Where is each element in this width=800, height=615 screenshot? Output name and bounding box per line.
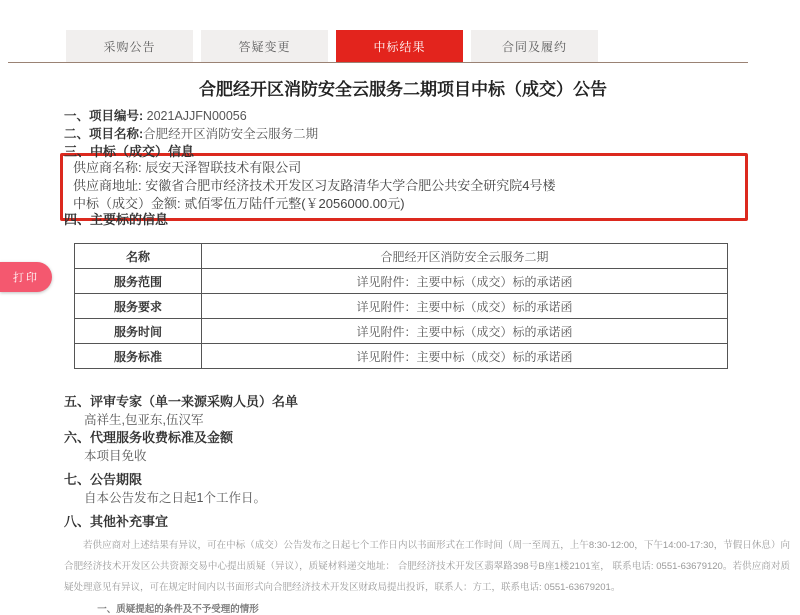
announcement-period-heading: 七、公告期限 — [64, 472, 143, 487]
main-subject-heading: 四、主要标的信息 — [64, 212, 169, 227]
experts-heading: 五、评审专家（单一来源采购人员）名单 — [64, 394, 299, 409]
announcement-content — [64, 78, 790, 615]
supplier-address-line: 供应商地址: 安徽省合肥市经济技术开发区习友路清华大学合肥公共安全研究院4号楼 — [73, 178, 556, 193]
agency-fee-value: 本项目免收 — [84, 449, 147, 463]
table-row — [75, 344, 728, 369]
project-number-label: 一、项目编号: — [64, 109, 144, 123]
supplier-name-line: 供应商名称: 辰安天泽智联技术有限公司 — [73, 160, 302, 175]
experts-value: 高祥生,包亚东,伍汉军 — [84, 413, 204, 427]
project-name-line — [64, 125, 742, 143]
objection-conditions-subline: 一、质疑提起的条件及不予受理的情形 — [97, 604, 259, 615]
tab-qa-changes[interactable]: 答疑变更 — [201, 30, 328, 62]
table-row-label: 名称 — [75, 244, 202, 269]
page-title: 合肥经开区消防安全云服务二期项目中标（成交）公告 — [199, 80, 607, 99]
table-row — [75, 294, 728, 319]
table-row — [75, 269, 728, 294]
tab-bid-results[interactable]: 中标结果 — [336, 30, 463, 62]
table-row-label: 服务要求 — [75, 294, 202, 319]
other-matters-heading: 八、其他补充事宜 — [64, 514, 169, 529]
award-info-heading: 三、中标（成交）信息 — [64, 144, 195, 159]
tab-bar — [66, 30, 598, 62]
table-row-label: 服务标准 — [75, 344, 202, 369]
table-row — [75, 244, 728, 269]
tab-underline-divider — [8, 62, 748, 63]
tab-contract-performance[interactable]: 合同及履约 — [471, 30, 598, 62]
table-row-value: 详见附件：主要中标（成交）标的承诺函 — [202, 294, 728, 319]
table-row-value: 详见附件：主要中标（成交）标的承诺函 — [202, 344, 728, 369]
table-row-label: 服务时间 — [75, 319, 202, 344]
subject-info-table — [74, 243, 728, 369]
print-button[interactable]: 打印 — [0, 262, 52, 292]
project-number-value: 2021AJJFN00056 — [143, 109, 247, 123]
award-amount-line: 中标（成交）金额: 贰佰零伍万陆仟元整(￥2056000.00元) — [73, 196, 405, 211]
other-matters-paragraph: 若供应商对上述结果有异议，可在中标（成交）公告发布之日起七个工作日内以书面形式在工作时间（周一至周五，上午8:30-12:00，下午14:00-17:30，节假日休息）向合肥经济技术开发区公共资源交易中心提出质疑（异议），质疑材料递交地址： 合肥经济技术开发区翡翠路398号B座1楼2101室， 联系电话: 0551-63679120。若供应商对质疑处理意见有异议，可在规定时间内以书面形式向合肥经济技术开发区财政局提出投诉，联系人：方工，联系电话: 0551-63679201。 — [64, 540, 790, 593]
tab-procurement-announcement[interactable]: 采购公告 — [66, 30, 193, 62]
project-name-value: 合肥经开区消防安全云服务二期 — [143, 127, 319, 141]
project-name-label: 二、项目名称: — [64, 127, 144, 141]
project-number-line — [64, 107, 742, 125]
announcement-period-value: 自本公告发布之日起1个工作日。 — [84, 491, 266, 505]
table-row — [75, 319, 728, 344]
table-row-label: 服务范围 — [75, 269, 202, 294]
table-row-value: 合肥经开区消防安全云服务二期 — [202, 244, 728, 269]
agency-fee-heading: 六、代理服务收费标准及金额 — [64, 430, 234, 445]
table-row-value: 详见附件：主要中标（成交）标的承诺函 — [202, 319, 728, 344]
table-row-value: 详见附件：主要中标（成交）标的承诺函 — [202, 269, 728, 294]
